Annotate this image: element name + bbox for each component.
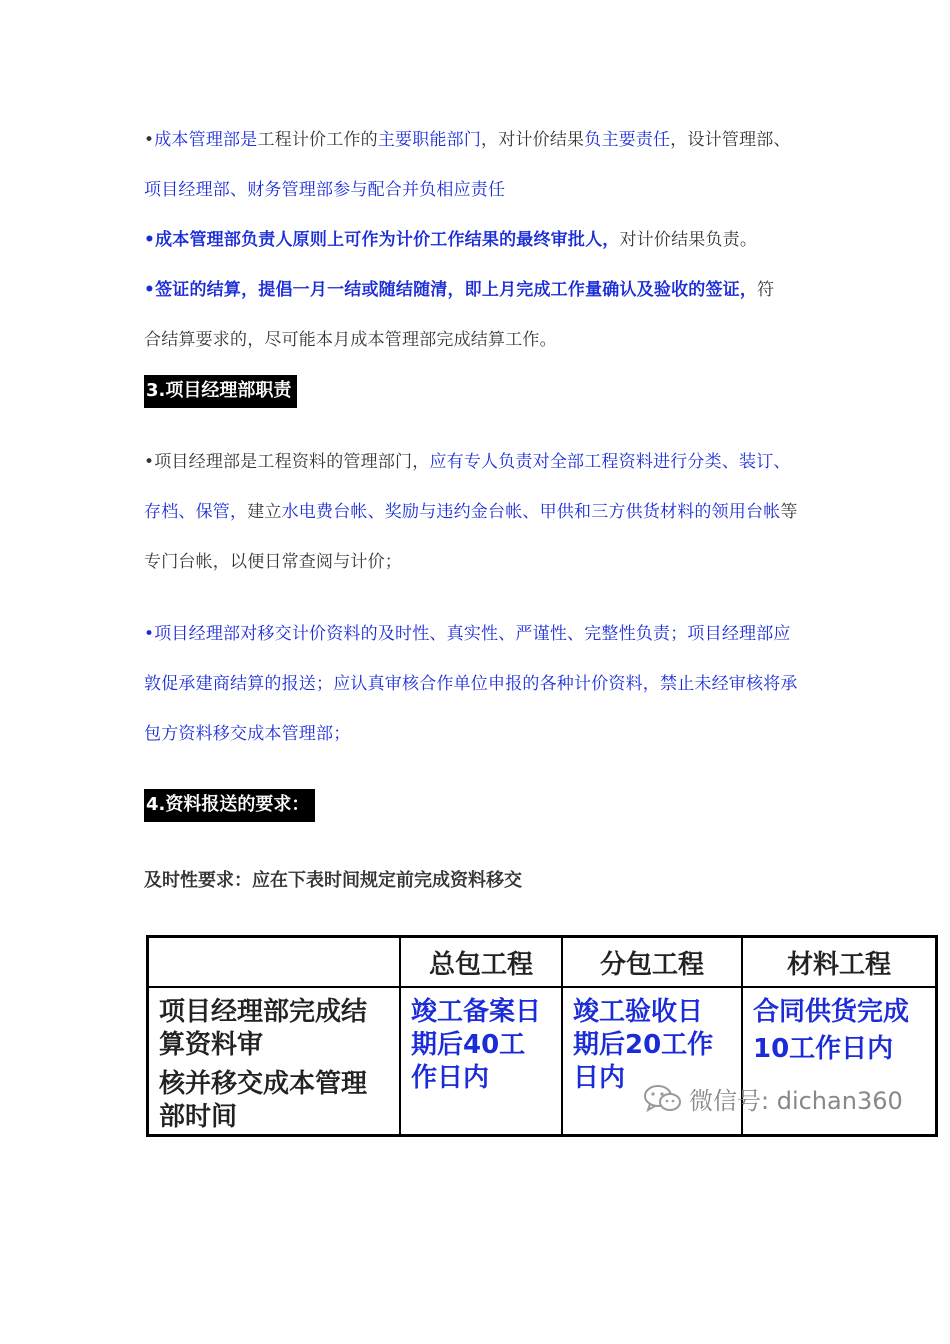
rowhead-line: 项目经理部完成结: [159, 997, 368, 1027]
cell-line: 作日内: [411, 1063, 490, 1093]
para2-line1: [144, 228, 757, 252]
rowhead-line: 部时间: [159, 1102, 238, 1132]
bullet: •: [144, 280, 156, 300]
para2-tail: 对计价结果负责。: [619, 230, 758, 250]
table-header-empty: [148, 937, 401, 988]
para4-line3: 专门台帐，以便日常查阅与计价；: [144, 552, 402, 572]
table-header-row: [148, 937, 937, 988]
para1-line2-seg2: 参与配合并负相应责任: [333, 180, 506, 200]
para4-line2: [144, 500, 798, 524]
para1-seg6: ，设计管理部、: [670, 130, 791, 150]
para4-line2-seg3: 水电费台帐、奖励与违约金台帐、甲供和三方供货材料的领用台帐: [281, 502, 781, 522]
para2-bold-text: 成本管理部负责人原则上可作为计价工作结果的最终审批人，: [155, 230, 620, 250]
wechat-watermark: [643, 1081, 903, 1116]
para4-line1: [144, 450, 791, 474]
bullet: •: [144, 230, 156, 250]
section-heading-4: 4.资料报送的要求：: [144, 789, 315, 822]
para1-line2-seg1: 项目经理部、财务管理部: [144, 180, 334, 200]
para1-seg5: 负主要责任: [584, 130, 671, 150]
wechat-icon: [643, 1083, 683, 1115]
para1-line2: [144, 178, 505, 202]
watermark-text: 微信号: dichan360: [689, 1087, 903, 1115]
para4-line2-seg2: 建立: [247, 502, 282, 522]
bullet: •: [144, 624, 155, 644]
para4-line2-seg4: 等: [780, 502, 798, 522]
para3-line2: 合结算要求的，尽可能本月成本管理部完成结算工作。: [144, 330, 557, 350]
cell-line: 期后20工作: [573, 1030, 714, 1060]
para1-seg1: 成本管理部是: [154, 130, 258, 150]
table-header-general-contract: 总包工程: [400, 937, 562, 988]
para5-line1: [144, 622, 791, 646]
section-heading-3: 3.项目经理部职责: [144, 375, 297, 408]
para3-tail: 符: [757, 280, 775, 300]
para1-seg2: 工程计价工作的: [257, 130, 378, 150]
para5-line3: 包方资料移交成本管理部；: [144, 724, 351, 744]
para4-line2-seg1: 存档、保管，: [144, 502, 248, 522]
cell-line: 合同供货完成: [753, 997, 910, 1027]
cell-line: 10工作日内: [753, 1034, 894, 1064]
para1-line1: [144, 128, 791, 152]
para4-seg2: 应有专人负责对全部工程资料进行分类、装订、: [429, 452, 791, 472]
para3-line1: [144, 278, 774, 302]
timeliness-subheading: 及时性要求：应在下表时间规定前完成资料移交: [144, 870, 522, 891]
para4-seg1: 项目经理部是工程资料的管理部门，: [154, 452, 430, 472]
table-cell-general-contract: [400, 987, 562, 1136]
para1-seg3: 主要职能部门: [377, 130, 482, 150]
table-header-materials: 材料工程: [742, 937, 937, 988]
para5-line1-text: 项目经理部对移交计价资料的及时性、真实性、严谨性、完整性负责；项目经理部应: [154, 624, 791, 644]
cell-line: 竣工验收日: [573, 997, 704, 1027]
rowhead-line: 核并移交成本管理: [159, 1069, 368, 1099]
cell-line: 竣工备案日: [411, 997, 542, 1027]
bullet: •: [144, 130, 155, 150]
cell-line: 日内: [573, 1063, 626, 1093]
bullet: •: [144, 452, 155, 472]
table-row-header: [148, 987, 401, 1136]
rowhead-line: 算资料审: [159, 1030, 264, 1060]
table-header-subcontract: 分包工程: [562, 937, 742, 988]
para1-seg4: ，对计价结果: [481, 130, 585, 150]
cell-line: 期后40工: [411, 1030, 526, 1060]
para5-line2: 敦促承建商结算的报送；应认真审核合作单位申报的各种计价资料，禁止未经审核将承: [144, 674, 798, 694]
para3-bold-text: 签证的结算，提倡一月一结或随结随清，即上月完成工作量确认及验收的签证，: [155, 280, 758, 300]
